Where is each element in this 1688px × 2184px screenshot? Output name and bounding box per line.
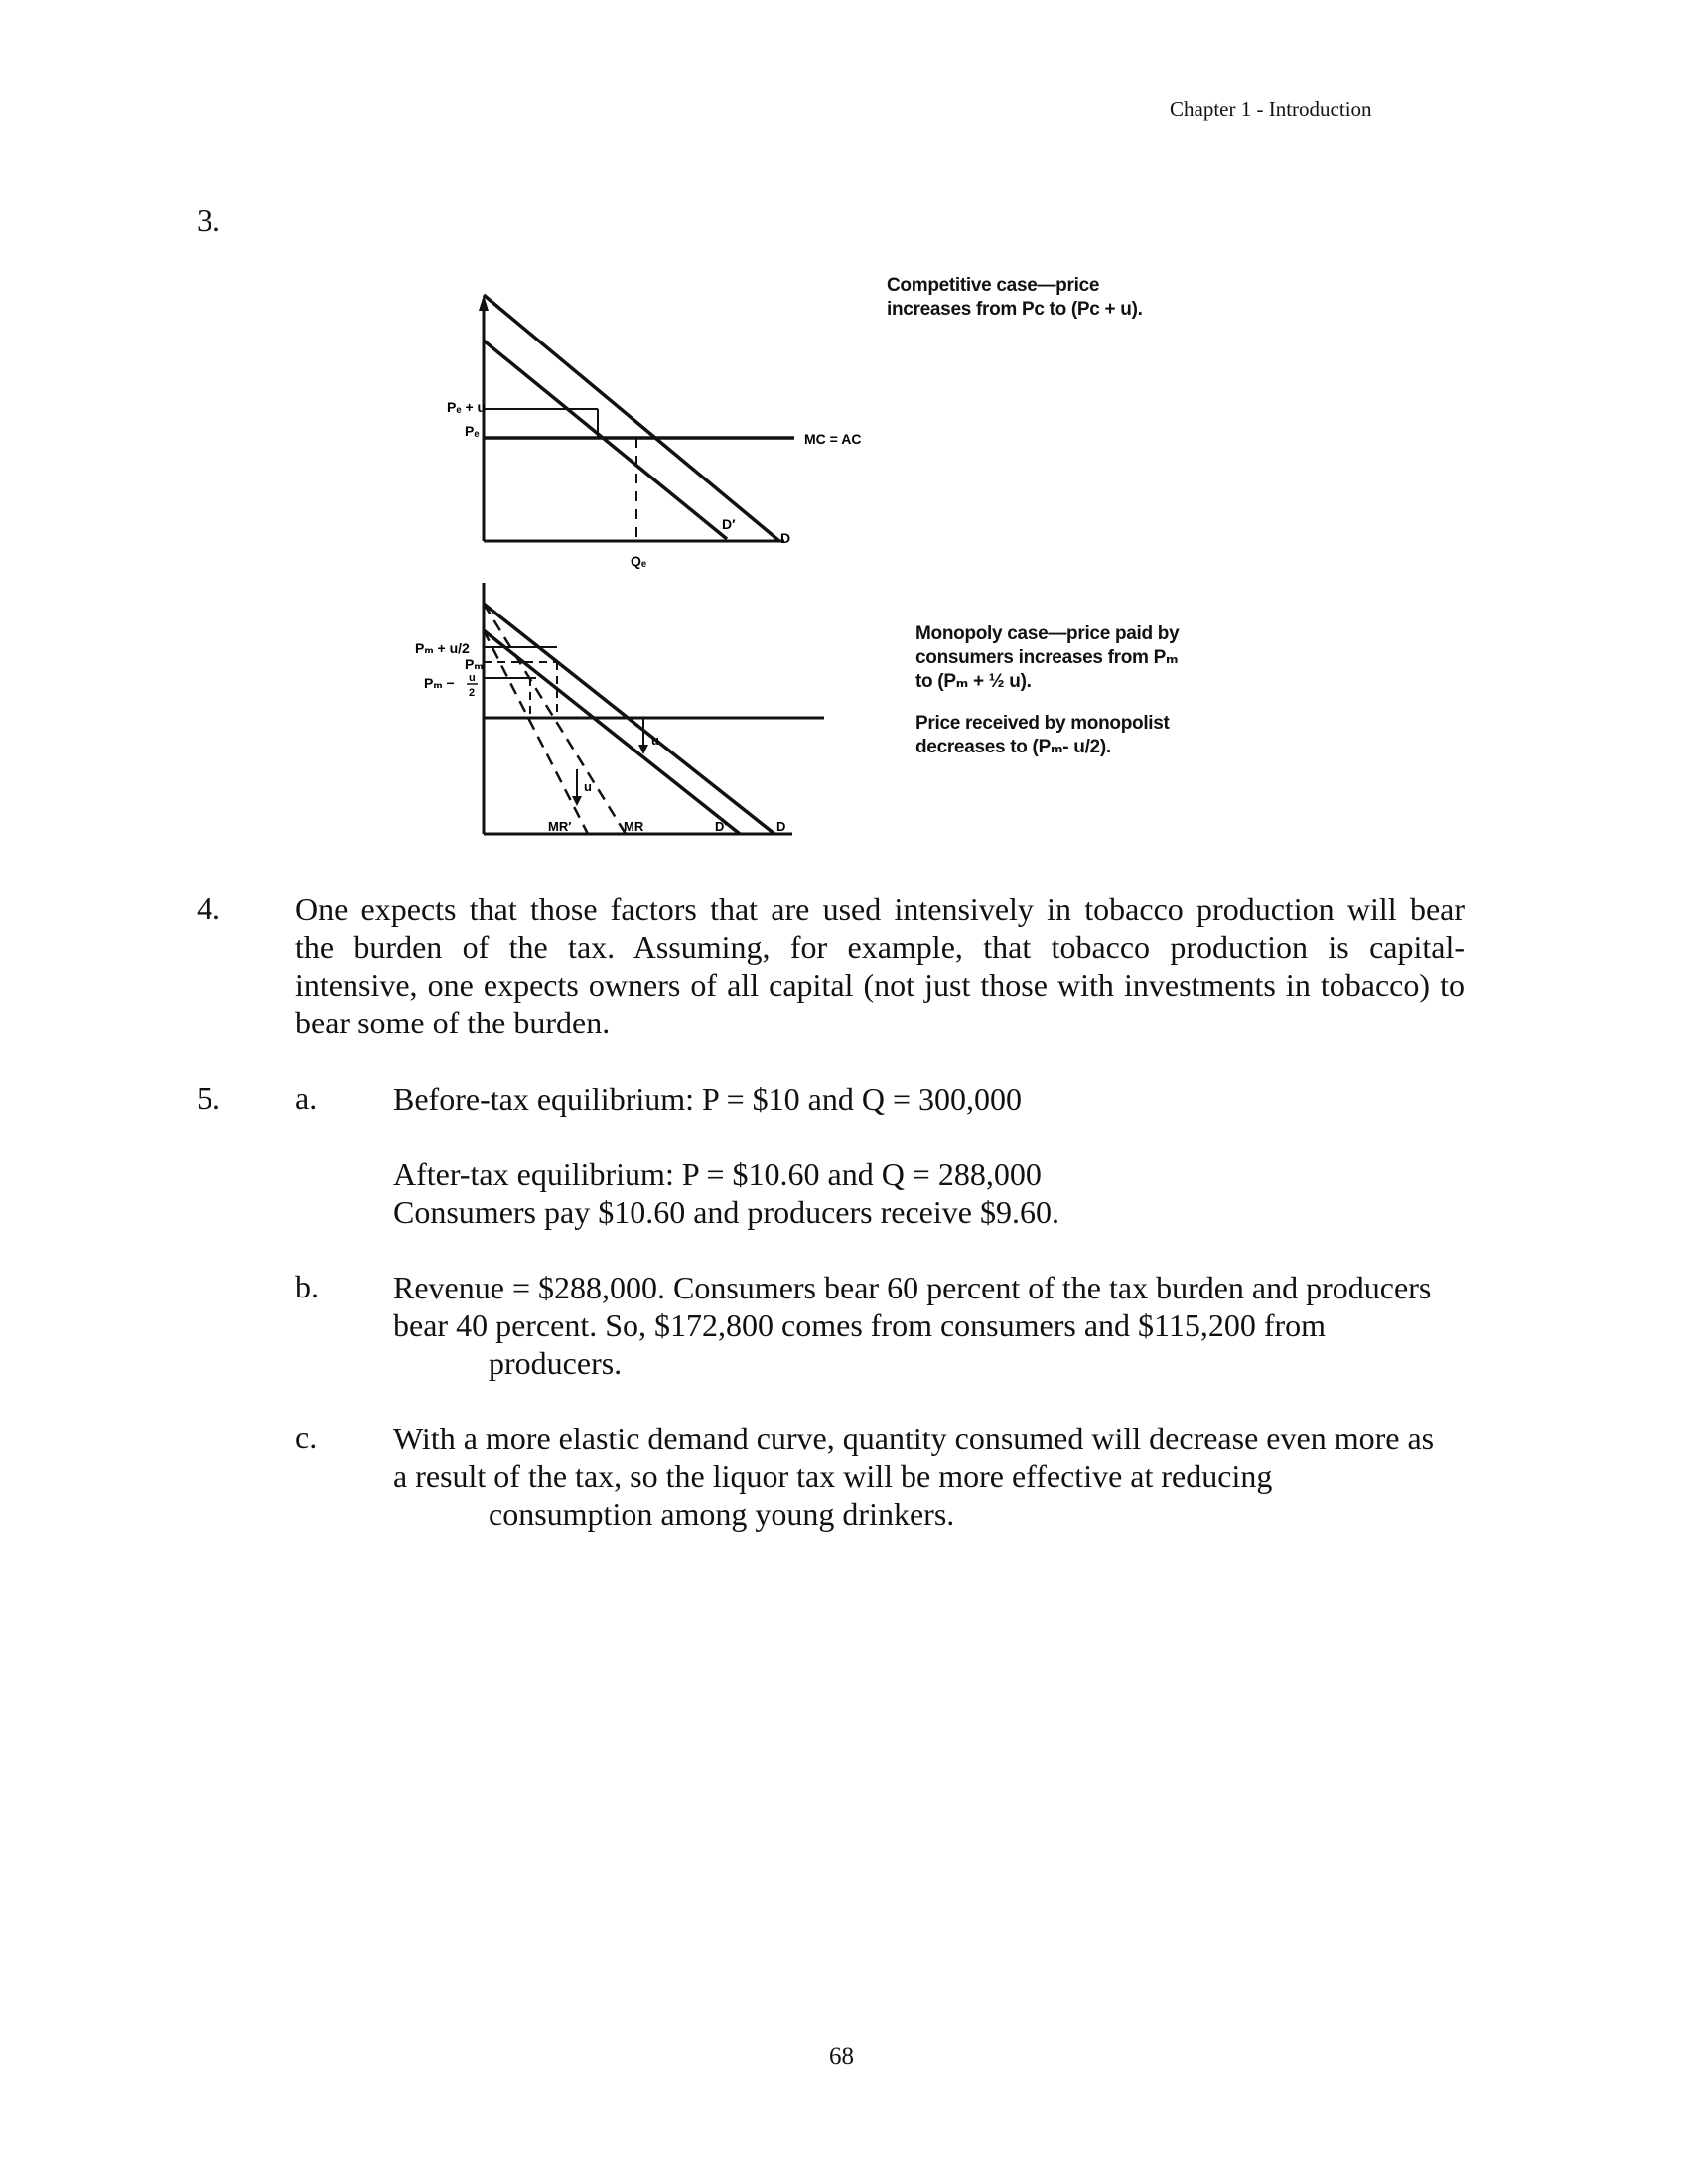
label-monopoly-d-prime: D′ [715,819,728,834]
monopoly-u2-arrow-icon [572,796,582,806]
label-mr-prime: MR′ [548,819,572,834]
q5a-label: a. [295,1080,318,1116]
monopoly-demand-curve-d-prime [484,630,740,834]
competitive-demand-curve-d-prime [484,341,727,539]
label-pc: Pₑ [465,423,480,439]
q5a-line-2: After-tax equilibrium: P = $10.60 and Q = 288,000 [393,1157,1042,1192]
question-3-number: 3. [197,203,220,238]
q5c-line-3: consumption among young drinkers. [489,1496,955,1532]
question-3-figure [377,263,1251,859]
monopoly-caption-line-3: to (Pₘ + ½ u). [915,671,1032,692]
label-pm: Pₘ [465,656,484,672]
q4-line-2: the burden of the tax. Assuming, for example, that tobacco production is capital- [295,929,1465,965]
monopoly-caption-line-4: Price received by monopolist [915,713,1170,734]
q5a-line-1: Before-tax equilibrium: P = $10 and Q = 300,000 [393,1081,1023,1117]
q5b-line-1: Revenue = $288,000. Consumers bear 60 percent of the tax burden and producers [393,1270,1432,1305]
monopoly-caption [915,622,1179,759]
monopoly-caption-line-1: Monopoly case—price paid by [915,623,1180,644]
monopoly-caption-line-2: consumers increases from Pₘ [915,647,1179,668]
competitive-caption [887,274,1143,322]
q5b-label: b. [295,1269,319,1304]
competitive-demand-curve-d [484,295,779,541]
tax-incidence-diagrams [377,263,1251,859]
q5c-line-1: With a more elastic demand curve, quantity consumed will decrease even more as [393,1421,1435,1456]
competitive-caption-line-1: Competitive case—price [887,275,1100,296]
q5b-line-3: producers. [489,1345,623,1381]
label-mc-ac: MC = AC [804,431,862,447]
question-4-answer [295,890,1465,1041]
label-competitive-d: D [780,530,791,546]
label-frac-numerator: u [469,672,476,684]
label-monopoly-u: u [651,733,659,748]
label-qc: Qₑ [631,553,647,569]
label-mr: MR [624,819,644,834]
question-4-number: 4. [197,890,220,926]
label-pm-plus-u-over-2: Pₘ + u/2 [415,640,470,656]
q5b-line-2: bear 40 percent. So, $172,800 comes from consumers and $115,200 from [393,1307,1327,1343]
label-monopoly-d: D [776,819,786,834]
q5c-line-2: a result of the tax, so the liquor tax will be more effective at reducing [393,1458,1273,1494]
q5a-line-3: Consumers pay $10.60 and producers receive $9.60. [393,1194,1059,1230]
competitive-case-graph [479,295,794,541]
running-header: Chapter 1 - Introduction [1170,97,1372,121]
label-competitive-d-prime: D′ [722,516,736,532]
label-pc-plus-u: Pₑ + u [447,399,487,415]
q4-line-4: bear some of the burden. [295,1005,611,1040]
label-frac-denominator: 2 [469,687,476,699]
monopoly-case-graph [484,583,824,834]
label-monopoly-u2: u [584,779,592,794]
q4-line-1: One expects that those factors that are used intensively in tobacco production will bear [295,891,1465,927]
q4-line-3: intensive, one expects owners of all capital (not just those with investments in tobacco) to [295,967,1465,1003]
question-5-number: 5. [197,1080,220,1116]
q5c-label: c. [295,1420,318,1455]
monopoly-caption-line-5: decreases to (Pₘ- u/2). [915,737,1111,757]
monopoly-mr-prime-curve [484,630,588,834]
label-pm-minus: Pₘ − [424,675,455,691]
competitive-caption-line-2: increases from Pᴄ to (Pᴄ + u). [887,299,1143,320]
page-number: 68 [829,2043,854,2070]
